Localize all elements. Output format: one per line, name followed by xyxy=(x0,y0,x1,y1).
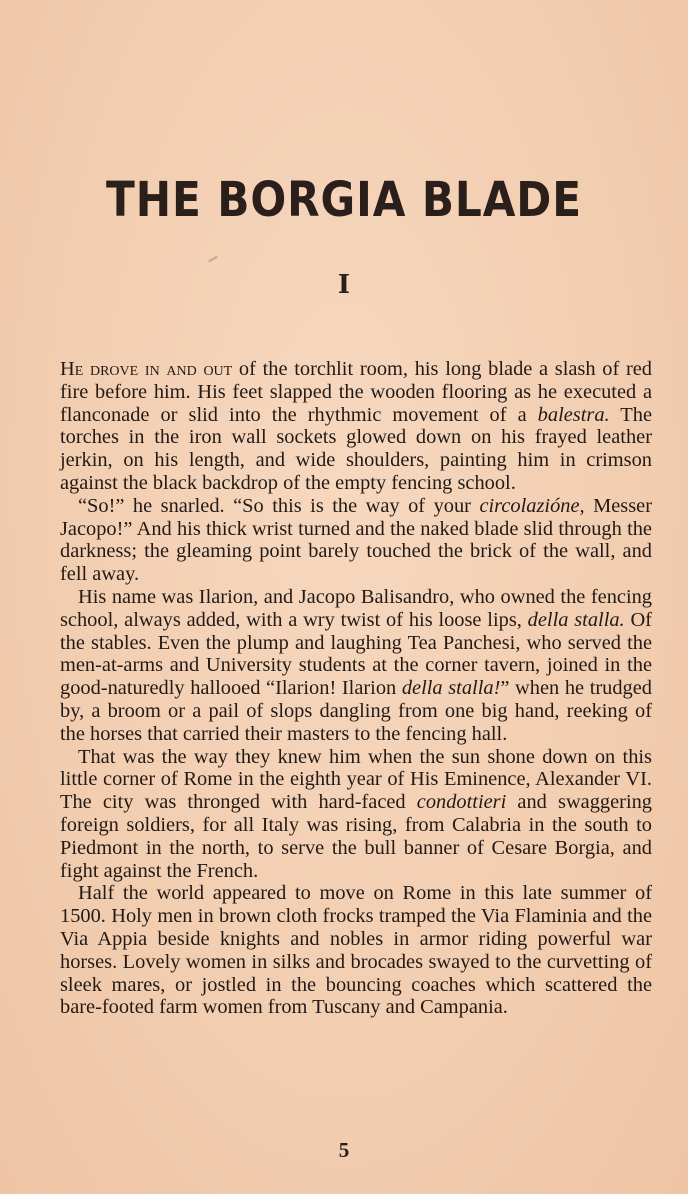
paper-blemish xyxy=(208,256,218,263)
paragraph xyxy=(60,746,652,883)
text-segment: Messer Jacopo!” And his thick wrist turned and the naked blade slid through the darkness; the gleaming point barely touched the brick of the wall, and fell away. xyxy=(60,494,652,586)
text-segment-italic: della stalla. xyxy=(527,608,625,631)
text-segment: That was the way they knew him when the sun shone down on this little corner of Rome in the eighth year of His Eminence, Alexander VI. The city was thronged with hard-faced xyxy=(60,745,652,814)
text-segment-italic: circolazióne, xyxy=(479,494,585,517)
book-title: THE BORGIA BLADE xyxy=(106,172,582,228)
text-segment: Half the world appeared to move on Rome in this late summer of 1500. Holy men in brown cloth frocks tramped the Via Flaminia and the Via Appia beside knights and nobles in armor riding powerful war horses. Lovely women in silks and brocades swayed to the curvetting of sleek mares, or jostled in the bouncing coaches which scattered the bare-footed farm women from Tuscany and Campania. xyxy=(60,882,652,1019)
text-segment-italic: della stalla! xyxy=(401,677,501,700)
text-segment: Of the stables. Even the plump and laughing Tea Panchesi, who served the men-at-arms and University students at the corner tavern, joined in the good-naturedly hallooed “Ilarion! Ilarion xyxy=(60,608,652,700)
text-segment: The torches in the iron wall sockets glowed down on his frayed leather jerkin, on his length, and wide shoulders, painting him in crimson against the black backdrop of the empty fencing school. xyxy=(60,403,652,494)
paragraph xyxy=(60,495,652,586)
text-segment: and swaggering foreign soldiers, for all Italy was rising, from Calabria in the south to Piedmont in the north, to serve the bull banner of Cesare Borgia, and fight against the French. xyxy=(60,791,653,882)
paragraph xyxy=(60,358,652,495)
text-segment: of the torchlit room, his long blade a slash of red fire before him. His feet slapped the wooden flooring as he executed a flanconade or slid into the rhythmic movement of a xyxy=(60,358,653,426)
paragraph xyxy=(60,882,652,1019)
text-segment: “So!” he snarled. “So this is the way of your xyxy=(78,494,480,517)
chapter-number: I xyxy=(337,270,351,300)
page-number: 5 xyxy=(338,1138,350,1162)
text-segment: His name was Ilarion, and Jacopo Balisandro, who owned the fencing school, always added, with a wry twist of his loose lips, xyxy=(60,585,652,631)
text-segment-italic: condottieri xyxy=(416,791,507,814)
text-segment: ” when he trudged by, a broom or a pail of slops dangling from one big hand, reeking of the horses that carried their masters to the fencing hall. xyxy=(60,677,652,745)
paragraph xyxy=(60,586,652,746)
text-segment-italic: balestra. xyxy=(537,403,610,426)
text-segment: He drove in and out xyxy=(60,358,233,380)
body-text xyxy=(60,358,652,1019)
